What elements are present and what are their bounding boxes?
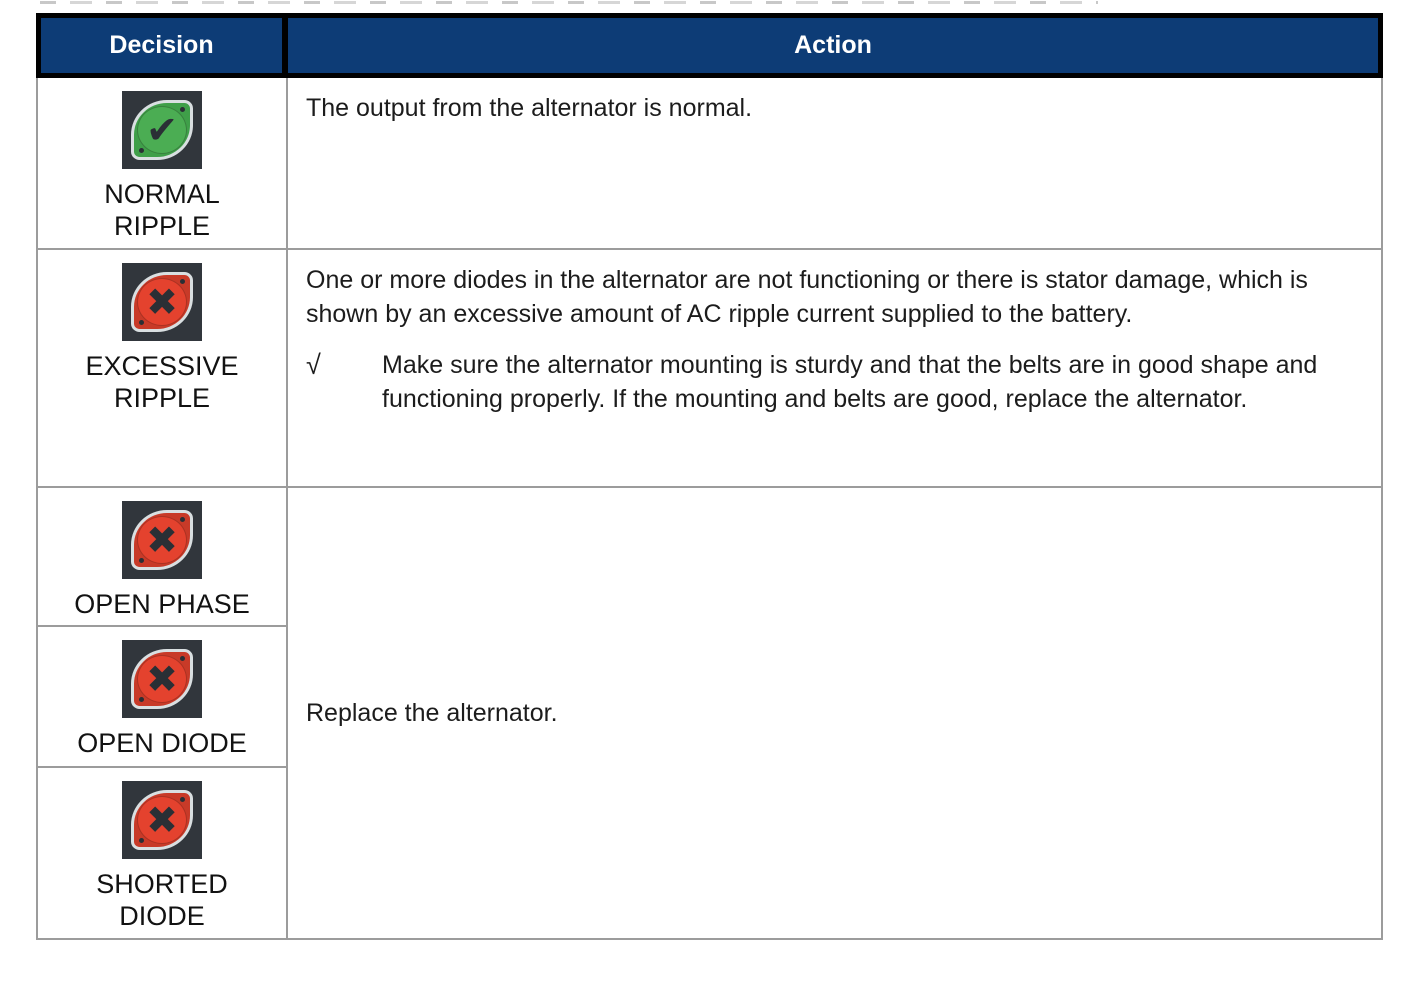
check-icon: ✔ — [146, 108, 178, 152]
action-text: The output from the alternator is normal. — [306, 94, 753, 122]
x-icon: ✖ — [146, 280, 178, 324]
column-header-decision: Decision — [36, 13, 288, 78]
screw-dot-icon — [139, 838, 144, 843]
screw-dot-icon — [180, 107, 185, 112]
excessive-ripple-x-icon — [122, 263, 202, 341]
x-icon: ✖ — [146, 798, 178, 842]
decision-cell-excessive-ripple — [36, 250, 288, 488]
open-diode-x-icon — [122, 640, 202, 718]
decision-label: OPEN PHASE — [74, 589, 250, 619]
screw-dot-icon — [180, 797, 185, 802]
shorted-diode-x-icon — [122, 781, 202, 859]
leaf-shape — [131, 272, 193, 332]
x-icon: ✖ — [146, 518, 178, 562]
decision-label: SHORTED DIODE — [96, 869, 228, 931]
screw-dot-icon — [180, 517, 185, 522]
normal-ripple-check-icon — [122, 91, 202, 169]
decision-cell-normal-ripple — [36, 78, 288, 250]
screw-dot-icon — [139, 148, 144, 153]
action-text: Replace the alternator. — [306, 699, 558, 727]
screw-dot-icon — [139, 558, 144, 563]
screw-dot-icon — [180, 656, 185, 661]
decision-label: NORMAL RIPPLE — [104, 179, 220, 241]
action-cell-normal-ripple — [288, 78, 1383, 250]
x-icon: ✖ — [146, 657, 178, 701]
decision-cell-open-phase — [36, 488, 288, 627]
checklist-item — [306, 348, 1359, 416]
decision-label: EXCESSIVE RIPPLE — [85, 351, 239, 413]
leaf-shape — [131, 649, 193, 709]
action-text: One or more diodes in the alternator are not functioning or there is stator damage, which is shown by an excessive amount of AC ripple current supplied to the battery. — [306, 266, 1308, 328]
leaf-shape — [131, 790, 193, 850]
leaf-shape — [131, 100, 193, 160]
column-header-action: Action — [288, 13, 1383, 78]
open-phase-x-icon — [122, 501, 202, 579]
leaf-shape — [131, 510, 193, 570]
decision-cell-open-diode — [36, 627, 288, 768]
action-cell-replace-alternator — [288, 488, 1383, 940]
screw-dot-icon — [139, 697, 144, 702]
screw-dot-icon — [139, 320, 144, 325]
decision-cell-shorted-diode — [36, 768, 288, 940]
checklist-text: Make sure the alternator mounting is sturdy and that the belts are in good shape and functioning properly. If the mounting and belts are good, replace the alternator. — [382, 351, 1318, 413]
cropped-text-remnant — [40, 1, 1098, 4]
action-cell-excessive-ripple — [288, 250, 1383, 488]
decision-label: OPEN DIODE — [77, 728, 247, 758]
radical-bullet-icon: √ — [306, 350, 321, 380]
decision-action-table — [36, 13, 1383, 940]
screw-dot-icon — [180, 279, 185, 284]
